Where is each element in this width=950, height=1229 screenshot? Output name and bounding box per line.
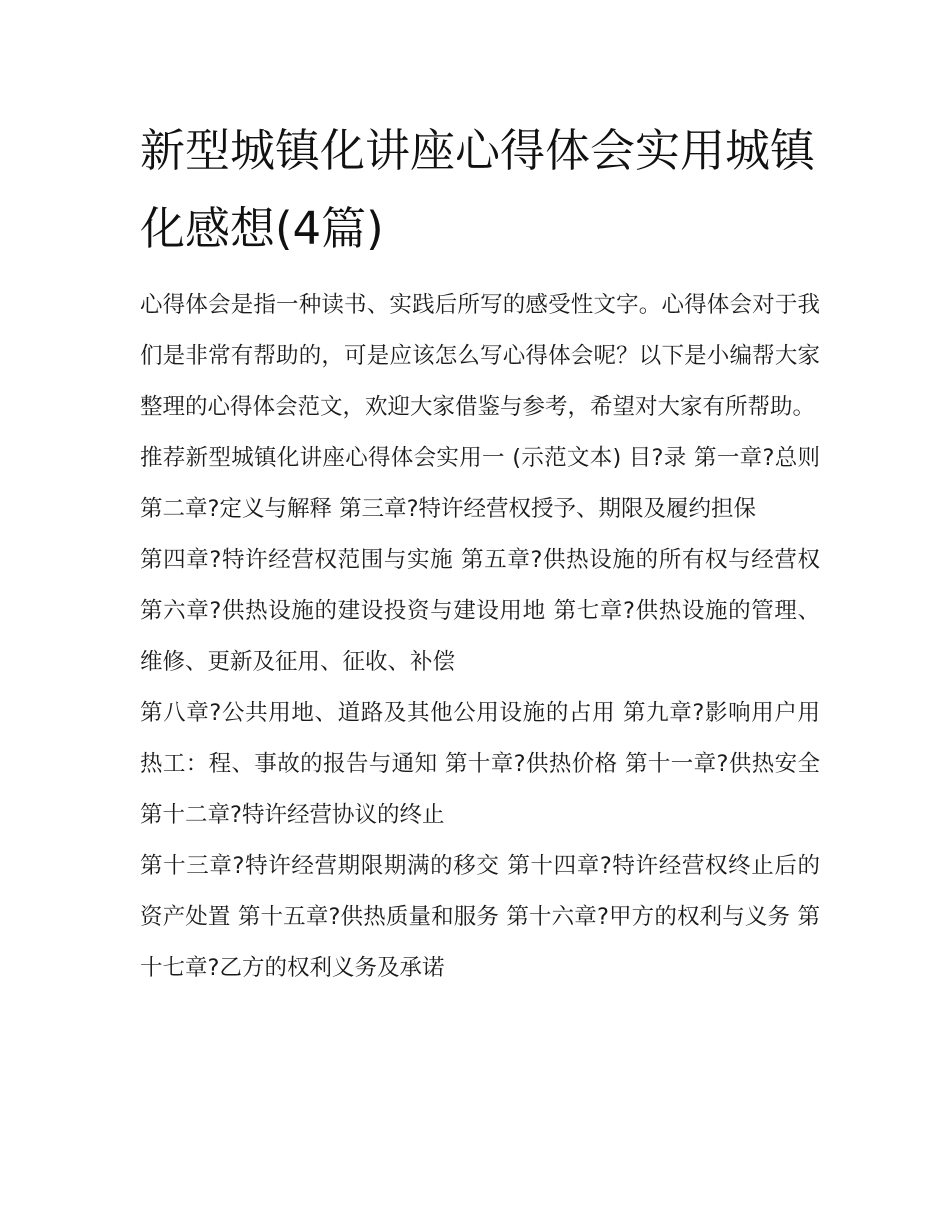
paragraph-toc-2: 第四章?特许经营权范围与实施 第五章?供热设施的所有权与经营权 第六章?供热设施的建设投资与建设用地 第七章?供热设施的管理、维修、更新及征用、征收、补偿: [140, 547, 820, 675]
document-body: [140, 280, 820, 994]
paragraph-toc-4: 第十三章?特许经营期限期满的移交 第十四章?特许经营权终止后的资产处置 第十五章?供热质量和服务 第十六章?甲方的权利与义务 第十七章?乙方的权利义务及承诺: [140, 853, 820, 981]
paragraph-intro: 心得体会是指一种读书、实践后所写的感受性文字。心得体会对于我们是非常有帮助的，可是应该怎么写心得体会呢？以下是小编帮大家整理的心得体会范文，欢迎大家借鉴与参考，希望对大家有所帮助。: [140, 292, 820, 420]
paragraph-toc-3: 第八章?公共用地、道路及其他公用设施的占用 第九章?影响用户用热工：程、事故的报告与通知 第十章?供热价格 第十一章?供热安全 第十二章?特许经营协议的终止: [140, 700, 820, 828]
paragraph-toc-1: 推荐新型城镇化讲座心得体会实用一 (示范文本) 目?录 第一章?总则 第二章?定义与解释 第三章?特许经营权授予、期限及履约担保: [140, 445, 820, 522]
document-title: 新型城镇化讲座心得体会实用城镇化感想(4篇): [140, 124, 816, 255]
